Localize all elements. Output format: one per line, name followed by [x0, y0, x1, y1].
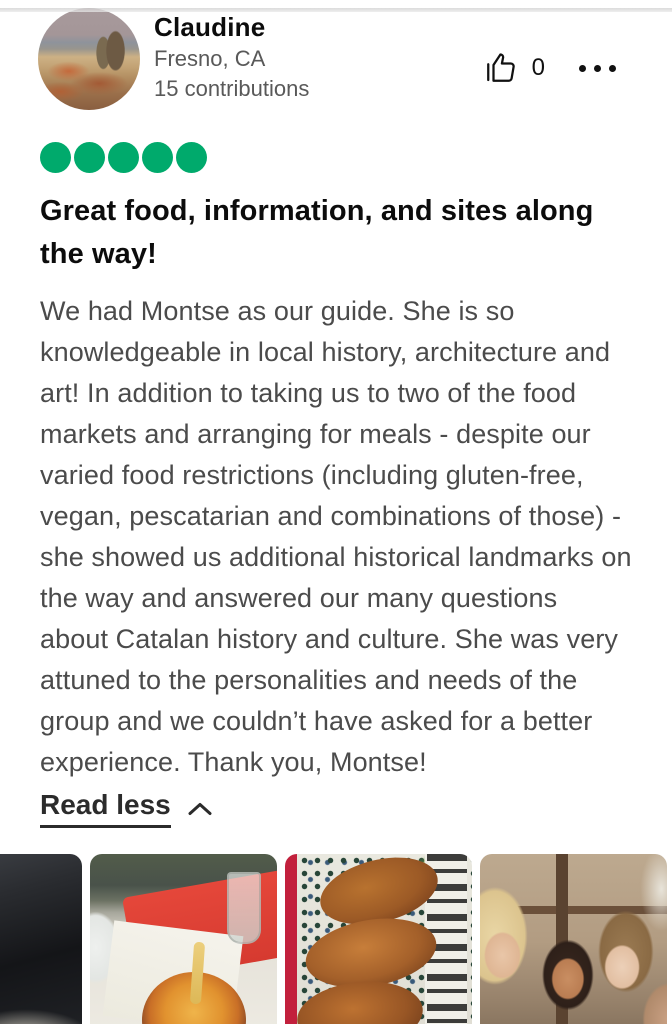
header-actions	[483, 50, 618, 86]
review-body: We had Montse as our guide. She is so knowledgeable in local history, architecture and art! In addition to taking us to two of the food markets and arranging for meals - despite our varied food restrictions (including gluten-free, vegan, pescatarian and combinations of those) - she showed us additional historical landmarks on the way and answered our many questions about Catalan history and culture. She was very attuned to the personalities and needs of the group and we couldn’t have asked for a better experience. Thank you, Montse!	[40, 296, 632, 777]
rating-bubble	[142, 142, 173, 173]
review-photo-strip	[0, 854, 672, 1024]
user-name[interactable]: Claudine	[154, 12, 266, 42]
rating-bubbles	[0, 142, 672, 173]
helpful-button[interactable]	[483, 50, 545, 86]
rating-bubble	[108, 142, 139, 173]
review-photo-1[interactable]	[0, 854, 82, 1024]
rating-bubble	[40, 142, 71, 173]
user-info	[154, 8, 309, 104]
thumbs-up-icon	[483, 50, 519, 86]
chevron-up-icon	[171, 798, 213, 818]
overflow-menu-icon	[579, 65, 586, 72]
read-less-button[interactable]	[40, 788, 213, 828]
read-less-label: Read less	[40, 788, 171, 828]
avatar[interactable]	[38, 8, 140, 110]
top-divider	[0, 8, 672, 12]
review-photo-2[interactable]	[90, 854, 277, 1024]
rating-bubble	[176, 142, 207, 173]
helpful-count: 0	[531, 54, 545, 81]
review-title: Great food, information, and sites along the way!	[40, 195, 594, 270]
photo-decor	[294, 976, 426, 1024]
user-location: Fresno, CA	[154, 46, 266, 71]
more-options-button[interactable]	[577, 59, 618, 78]
rating-bubble	[74, 142, 105, 173]
overflow-menu-icon	[594, 65, 601, 72]
review-photo-3[interactable]	[285, 854, 472, 1024]
review-header	[0, 0, 672, 110]
photo-decor	[227, 872, 261, 944]
overflow-menu-icon	[609, 65, 616, 72]
review-photo-4[interactable]	[480, 854, 667, 1024]
user-contributions: 15 contributions	[154, 76, 310, 101]
